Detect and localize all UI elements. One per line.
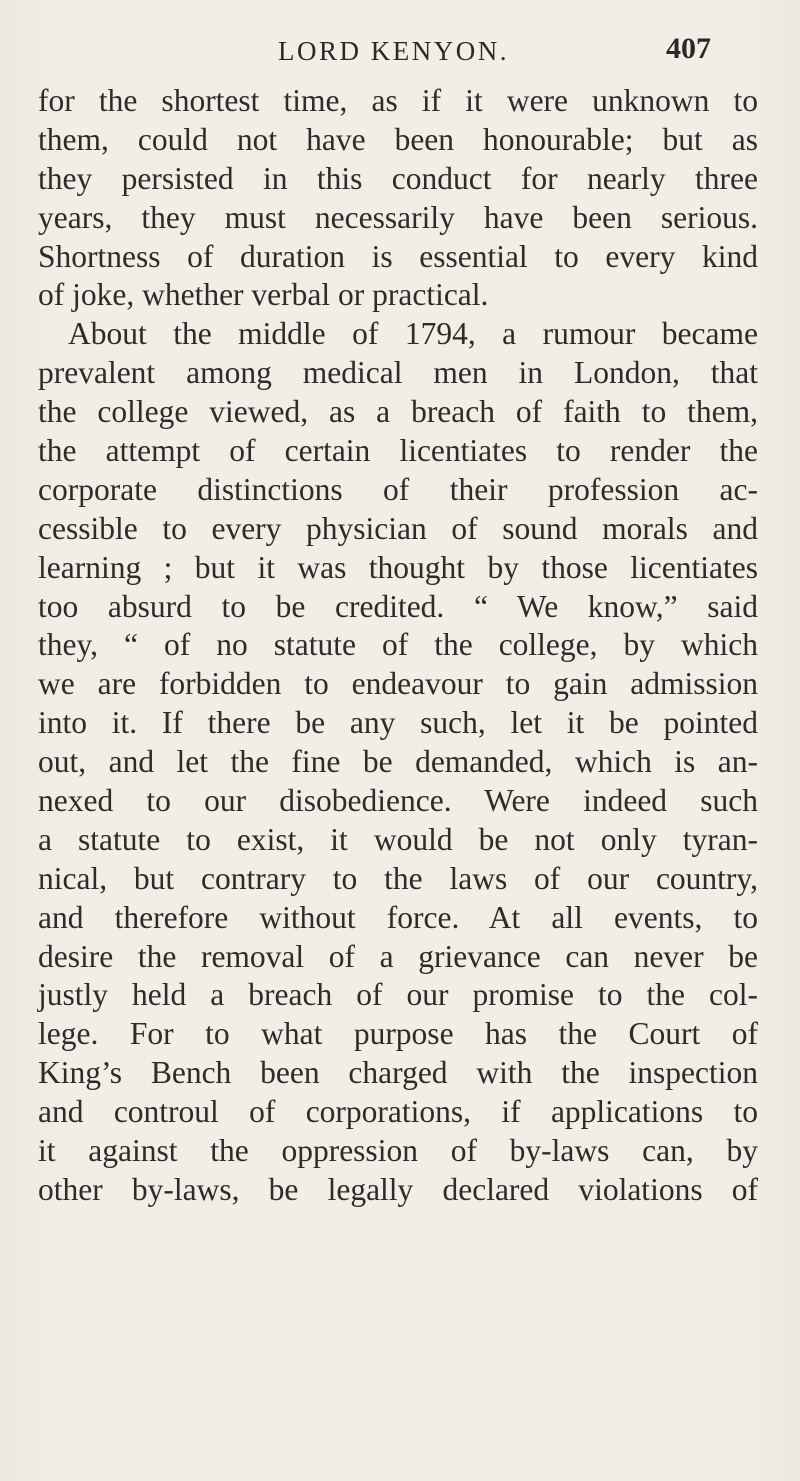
text-line: they, “ of no statute of the college, by which — [38, 627, 758, 663]
text-line: we are forbidden to endeavour to gain admission — [38, 666, 758, 702]
text-line: justly held a breach of our promise to the col- — [38, 977, 758, 1013]
text-line: it against the oppression of by-laws can, by — [38, 1133, 758, 1169]
text-line: nical, but contrary to the laws of our country, — [38, 860, 758, 896]
text-line: years, they must necessarily have been serious. — [38, 199, 758, 235]
text-line: too absurd to be credited. “ We know,” said — [38, 588, 758, 624]
text-line: nexed to our disobedience. Were indeed such — [38, 783, 758, 819]
text-line: of joke, whether verbal or practical. — [38, 277, 489, 313]
page-number: 407 — [666, 32, 711, 65]
text-line: the college viewed, as a breach of faith to them, — [38, 394, 758, 430]
text-line: they persisted in this conduct for nearly three — [38, 160, 758, 196]
running-title: LORD KENYON. — [278, 36, 509, 66]
text-line: desire the removal of a grievance can never be — [38, 938, 758, 974]
text-line: a statute to exist, it would be not only tyran- — [38, 821, 758, 857]
text-line: King’s Bench been charged with the inspection — [38, 1055, 758, 1091]
text-line: other by-laws, be legally declared violations of — [38, 1171, 758, 1207]
text-line: cessible to every physician of sound morals and — [38, 510, 758, 546]
text-line: into it. If there be any such, let it be pointed — [38, 705, 758, 741]
text-line: and controul of corporations, if applications to — [38, 1094, 758, 1130]
text-line: for the shortest time, as if it were unknown to — [38, 83, 758, 118]
body-text — [38, 82, 758, 1210]
text-line: About the middle of 1794, a rumour became — [68, 316, 758, 352]
text-line: lege. For to what purpose has the Court of — [38, 1016, 758, 1052]
text-line: the attempt of certain licentiates to render the — [38, 433, 758, 469]
text-line: and therefore without force. At all events, to — [38, 899, 758, 935]
text-line: Shortness of duration is essential to every kind — [38, 238, 758, 274]
text-line: out, and let the fine be demanded, which is an- — [38, 744, 758, 780]
page-header — [0, 32, 800, 72]
text-line: corporate distinctions of their profession ac- — [38, 471, 758, 507]
text-line: learning ; but it was thought by those licentiates — [38, 549, 758, 585]
text-line: prevalent among medical men in London, that — [38, 355, 758, 391]
text-line: them, could not have been honourable; but as — [38, 121, 758, 157]
